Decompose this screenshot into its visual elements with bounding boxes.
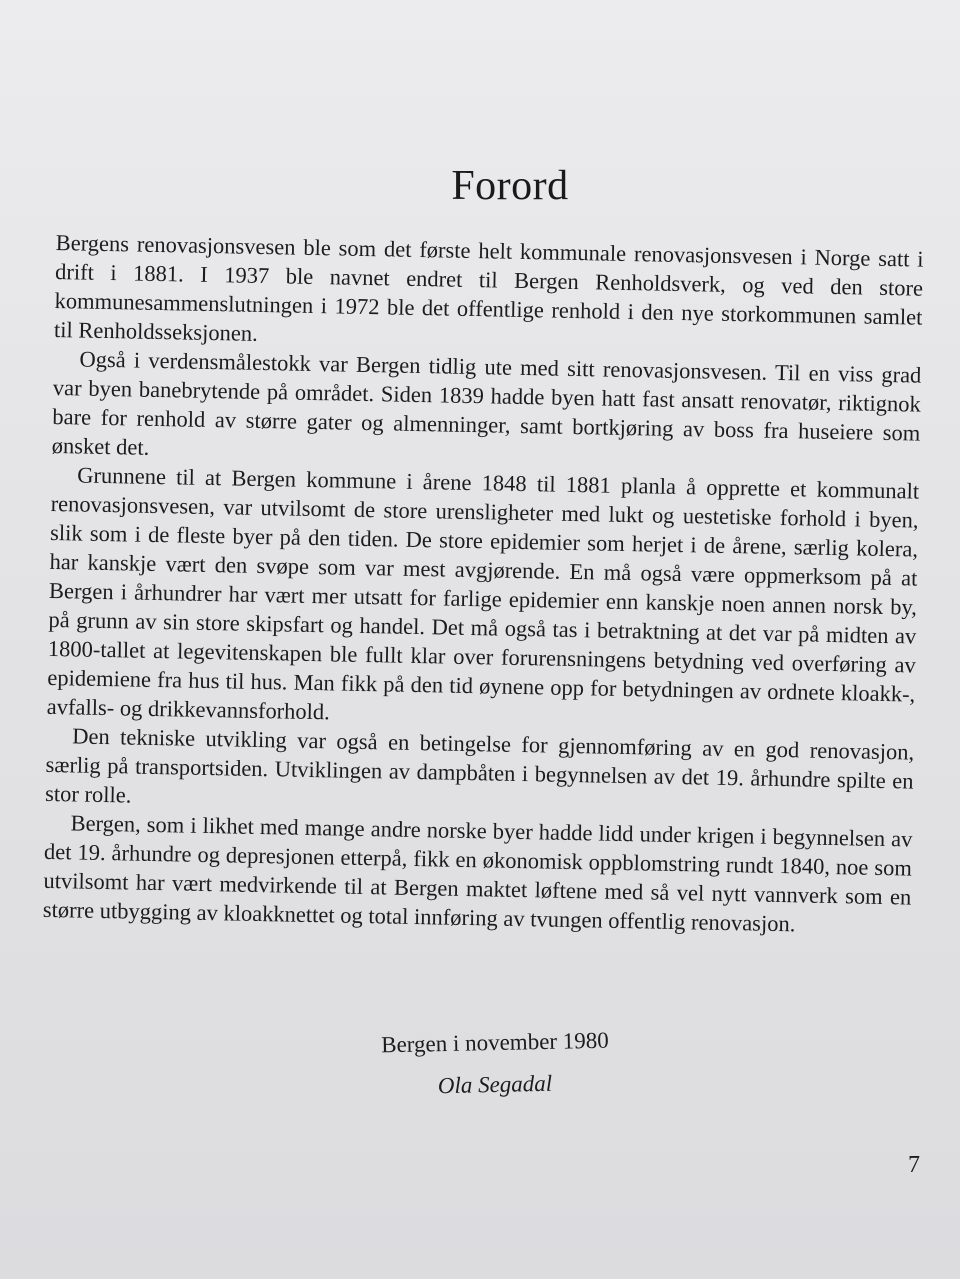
paragraph-1: Bergens renovasjonsvesen ble som det første helt kommunale renovasjonsvesen i Norge satt i drift i 1881. I 1937 ble navnet endret til Bergen Renholdsverk, og ved den store kommunesammenslutningen i 1972 ble det offentlige renhold i den nye storkommunen samlet til Renholdsseksjonen. xyxy=(53,229,924,346)
foreword-body xyxy=(43,228,924,941)
paragraph-5: Bergen, som i likhet med mange andre norske byer hadde lidd under krigen i begynnelsen av det 19. århundre og depresjonen etterpå, fikk en økonomisk oppblomstring rundt 1840, noe som utvilsomt har vært medvirkende til at Bergen maktet løftene med så vel nytt vannverk som en større utbygging av kloakknettet og total innføring av tvungen offentlig renovasjon. xyxy=(42,810,913,937)
paragraph-3: Grunnene til at Bergen kommune i årene 1848 til 1881 planla å opprette et kommunalt renovasjonsvesen, var utvilsomt de store urensligheter med lukt og uestetiske forhold i byen, slik som i de fleste byer på den tiden. De store epidemier som herjet i de årene, særlig kolera, har kanskje vært den svøpe som var mest avgjørende. En må også være oppmerksom på at Bergen i århundrer har vært mer utsatt for farlige epidemier enn kanskje noen annen norsk by, på grunn av sin store skipsfart og handel. Det må også tas i betraktning at det var på midten av 1800-tallet at legevitenskapen ble fullt klar over forurensningens betydning ved overføring av epidemiene fra hus til hus. Man fikk på den tid øynene opp for betydningen av ordnete kloakk-, avfalls- og drikkevannsforhold. xyxy=(46,462,920,725)
paragraph-4: Den tekniske utvikling var også en betingelse for gjennomføring av en god renovasjon, særlig på transportsiden. Utviklingen av dampbåten i begynnelsen av det 19. århundre spilte en stor rolle. xyxy=(44,723,915,808)
paragraph-2: Også i verdensmålestokk var Bergen tidlig ute med sitt renovasjonsvesen. Til en viss grad var byen banebrytende på området. Siden 1839 hadde byen hatt fast ansatt renovatør, riktignok bare for renhold av større gater og almenninger, samt bortkjøring av boss fra huseiere som ønsket det. xyxy=(51,346,922,460)
page-title: Forord xyxy=(451,163,569,209)
place-date: Bergen i november 1980 xyxy=(380,1027,610,1058)
author-signature: Ola Segadal xyxy=(437,1070,553,1099)
page-number: 7 xyxy=(908,1152,920,1178)
